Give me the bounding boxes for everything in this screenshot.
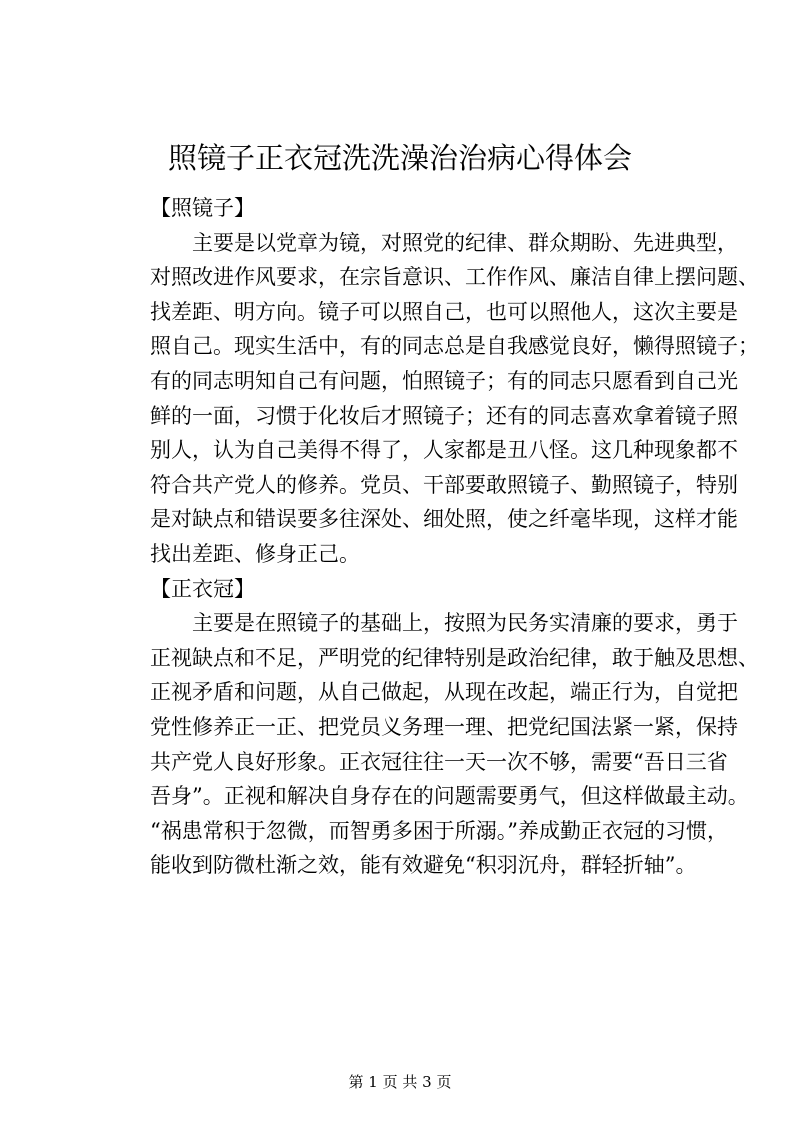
text-line: 找差距、明方向。镜子可以照自己，也可以照他人，这次主要是 (150, 299, 738, 324)
text-line: 主要是以党章为镜，对照党的纪律、群众期盼、先进典型， (192, 230, 738, 255)
text-line: 找出差距、修身正己。 (150, 541, 360, 566)
section-heading: 【照镜子】 (150, 196, 255, 220)
text-line: “祸患常积于忽微，而智勇多困于所溺。”养成勤正衣冠的习惯， (150, 818, 728, 843)
text-line: 是对缺点和错误要多往深处、细处照，使之纤毫毕现，这样才能 (150, 507, 738, 532)
text-line: 别人，认为自己美得不得了，人家都是丑八怪。这几种现象都不 (150, 438, 738, 463)
text-line: 吾身”。正视和解决自身存在的问题需要勇气，但这样做最主动。 (150, 784, 749, 809)
text-line: 党性修养正一正、把党员义务理一理、把党纪国法紧一紧，保持 (150, 714, 738, 739)
paragraph (108, 606, 759, 883)
text-line: 主要是在照镜子的基础上，按照为民务实清廉的要求，勇于 (192, 611, 738, 636)
text-line: 共产党人良好形象。正衣冠往往一天一次不够，需要“吾日三省 (150, 749, 728, 774)
paragraph (108, 226, 759, 572)
text-line: 鲜的一面，习惯于化妆后才照镜子；还有的同志喜欢拿着镜子照 (150, 403, 738, 428)
text-line: 正视缺点和不足，严明党的纪律特别是政治纪律，敢于触及思想、 (150, 645, 759, 670)
section-heading: 【正衣冠】 (150, 576, 255, 601)
text-line: 对照改进作风要求，在宗旨意识、工作作风、廉洁自律上摆问题、 (150, 265, 759, 290)
text-line: 有的同志明知自己有问题，怕照镜子；有的同志只愿看到自己光 (150, 368, 738, 393)
page-number-footer: 第 1 页 共 3 页 (348, 1073, 452, 1091)
text-line: 正视矛盾和问题，从自己做起，从现在改起，端正行为，自觉把 (150, 680, 738, 705)
document-body (108, 191, 759, 883)
section-zhengyiguan (108, 572, 759, 883)
text-line: 符合共产党人的修养。党员、干部要敢照镜子、勤照镜子，特别 (150, 472, 738, 497)
text-line: 能收到防微杜渐之效，能有效避免“积羽沉舟，群轻折轴”。 (150, 853, 697, 878)
document-title: 照镜子正衣冠洗洗澡治治病心得体会 (167, 141, 632, 175)
text-line: 照自己。现实生活中，有的同志总是自我感觉良好，懒得照镜子； (150, 334, 759, 359)
section-zhaojingzi (108, 191, 759, 572)
